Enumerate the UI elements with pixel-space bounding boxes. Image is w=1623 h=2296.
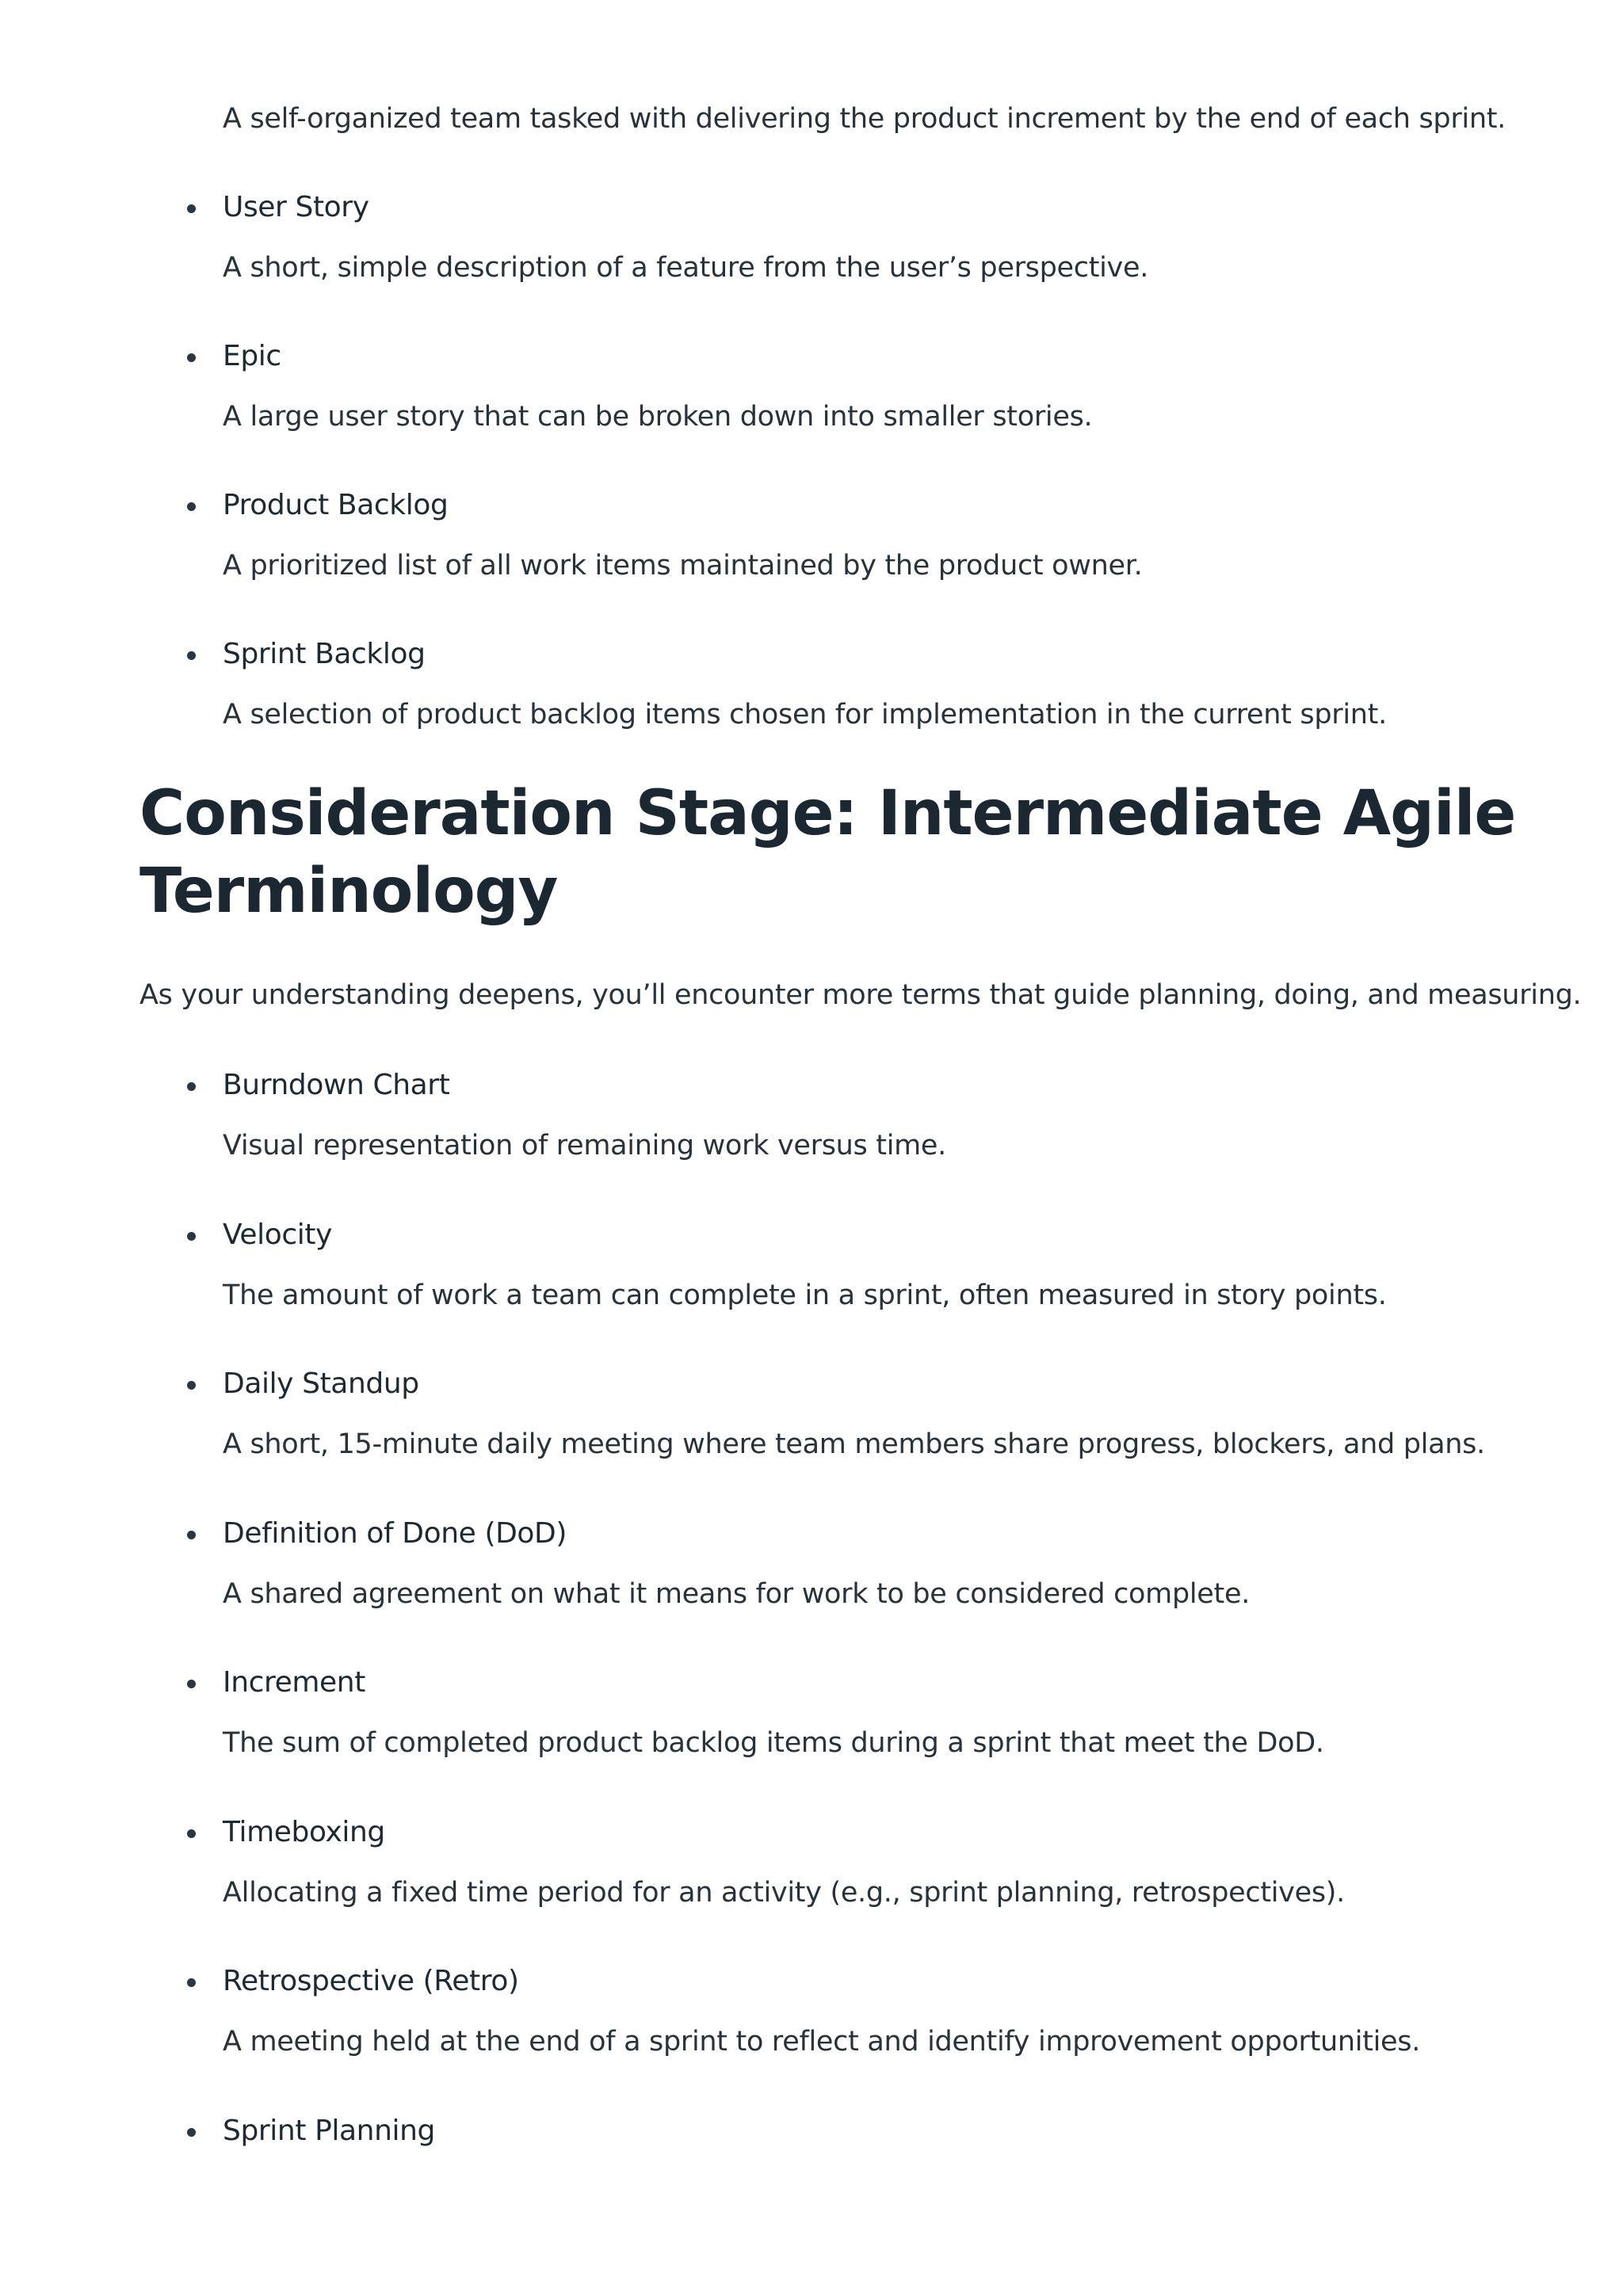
term-description: The amount of work a team can complete in a sprint, often measured in story points.	[223, 1279, 1387, 1311]
list-item	[223, 635, 1570, 784]
term-description: A selection of product backlog items chosen for implementation in the current sprint.	[223, 699, 1387, 730]
list-item	[223, 1664, 1570, 1814]
term-title: Daily Standup	[223, 1365, 1570, 1403]
term-description: A meeting held at the end of a sprint to reflect and identify improvement opportunities.	[223, 2026, 1421, 2058]
section-intro: As your understanding deepens, you’ll encounter more terms that guide planning, doing, and measuring.	[139, 979, 1582, 1011]
awareness-term-list	[223, 189, 1570, 784]
term-title: Increment	[223, 1664, 1570, 1702]
list-item	[223, 2112, 1570, 2262]
term-title: Sprint Backlog	[223, 635, 1570, 673]
term-description: A shared agreement on what it means for work to be considered complete.	[223, 1577, 1251, 1610]
term-description: A self-organized team tasked with delivering the product increment by the end of each sprint.	[223, 103, 1506, 135]
term-description: The sum of completed product backlog items during a sprint that meet the DoD.	[223, 1727, 1324, 1759]
list-item	[223, 1962, 1570, 2112]
term-title: Timeboxing	[223, 1814, 1570, 1852]
term-title: Product Backlog	[223, 486, 1570, 524]
term-description: A short, 15-minute daily meeting where team members share progress, blockers, and plans.	[223, 1428, 1485, 1460]
section-heading: Consideration Stage: Intermediate Agile Terminology	[139, 778, 1516, 927]
list-item	[223, 1515, 1570, 1665]
list-item	[223, 189, 1570, 338]
term-description: A large user story that can be broken down into smaller stories.	[223, 401, 1093, 433]
list-item	[223, 1365, 1570, 1515]
list-item	[223, 1066, 1570, 1216]
term-title: Definition of Done (DoD)	[223, 1515, 1570, 1553]
term-title: Epic	[223, 338, 1570, 376]
list-item	[223, 1814, 1570, 1963]
term-title: Retrospective (Retro)	[223, 1962, 1570, 2000]
term-description: Visual representation of remaining work versus time.	[223, 1130, 946, 1161]
term-title: User Story	[223, 189, 1570, 227]
term-description: A short, simple description of a feature from the user’s perspective.	[223, 252, 1149, 284]
list-item	[223, 486, 1570, 635]
term-description: Allocating a fixed time period for an activity (e.g., sprint planning, retrospectives).	[223, 1876, 1345, 1909]
term-title: Velocity	[223, 1216, 1570, 1254]
term-title: Burndown Chart	[223, 1066, 1570, 1104]
term-description: A prioritized list of all work items maintained by the product owner.	[223, 550, 1143, 582]
list-item	[223, 338, 1570, 486]
term-title: Sprint Planning	[223, 2112, 1570, 2150]
list-item	[223, 1216, 1570, 1366]
consideration-term-list	[223, 1066, 1570, 2261]
